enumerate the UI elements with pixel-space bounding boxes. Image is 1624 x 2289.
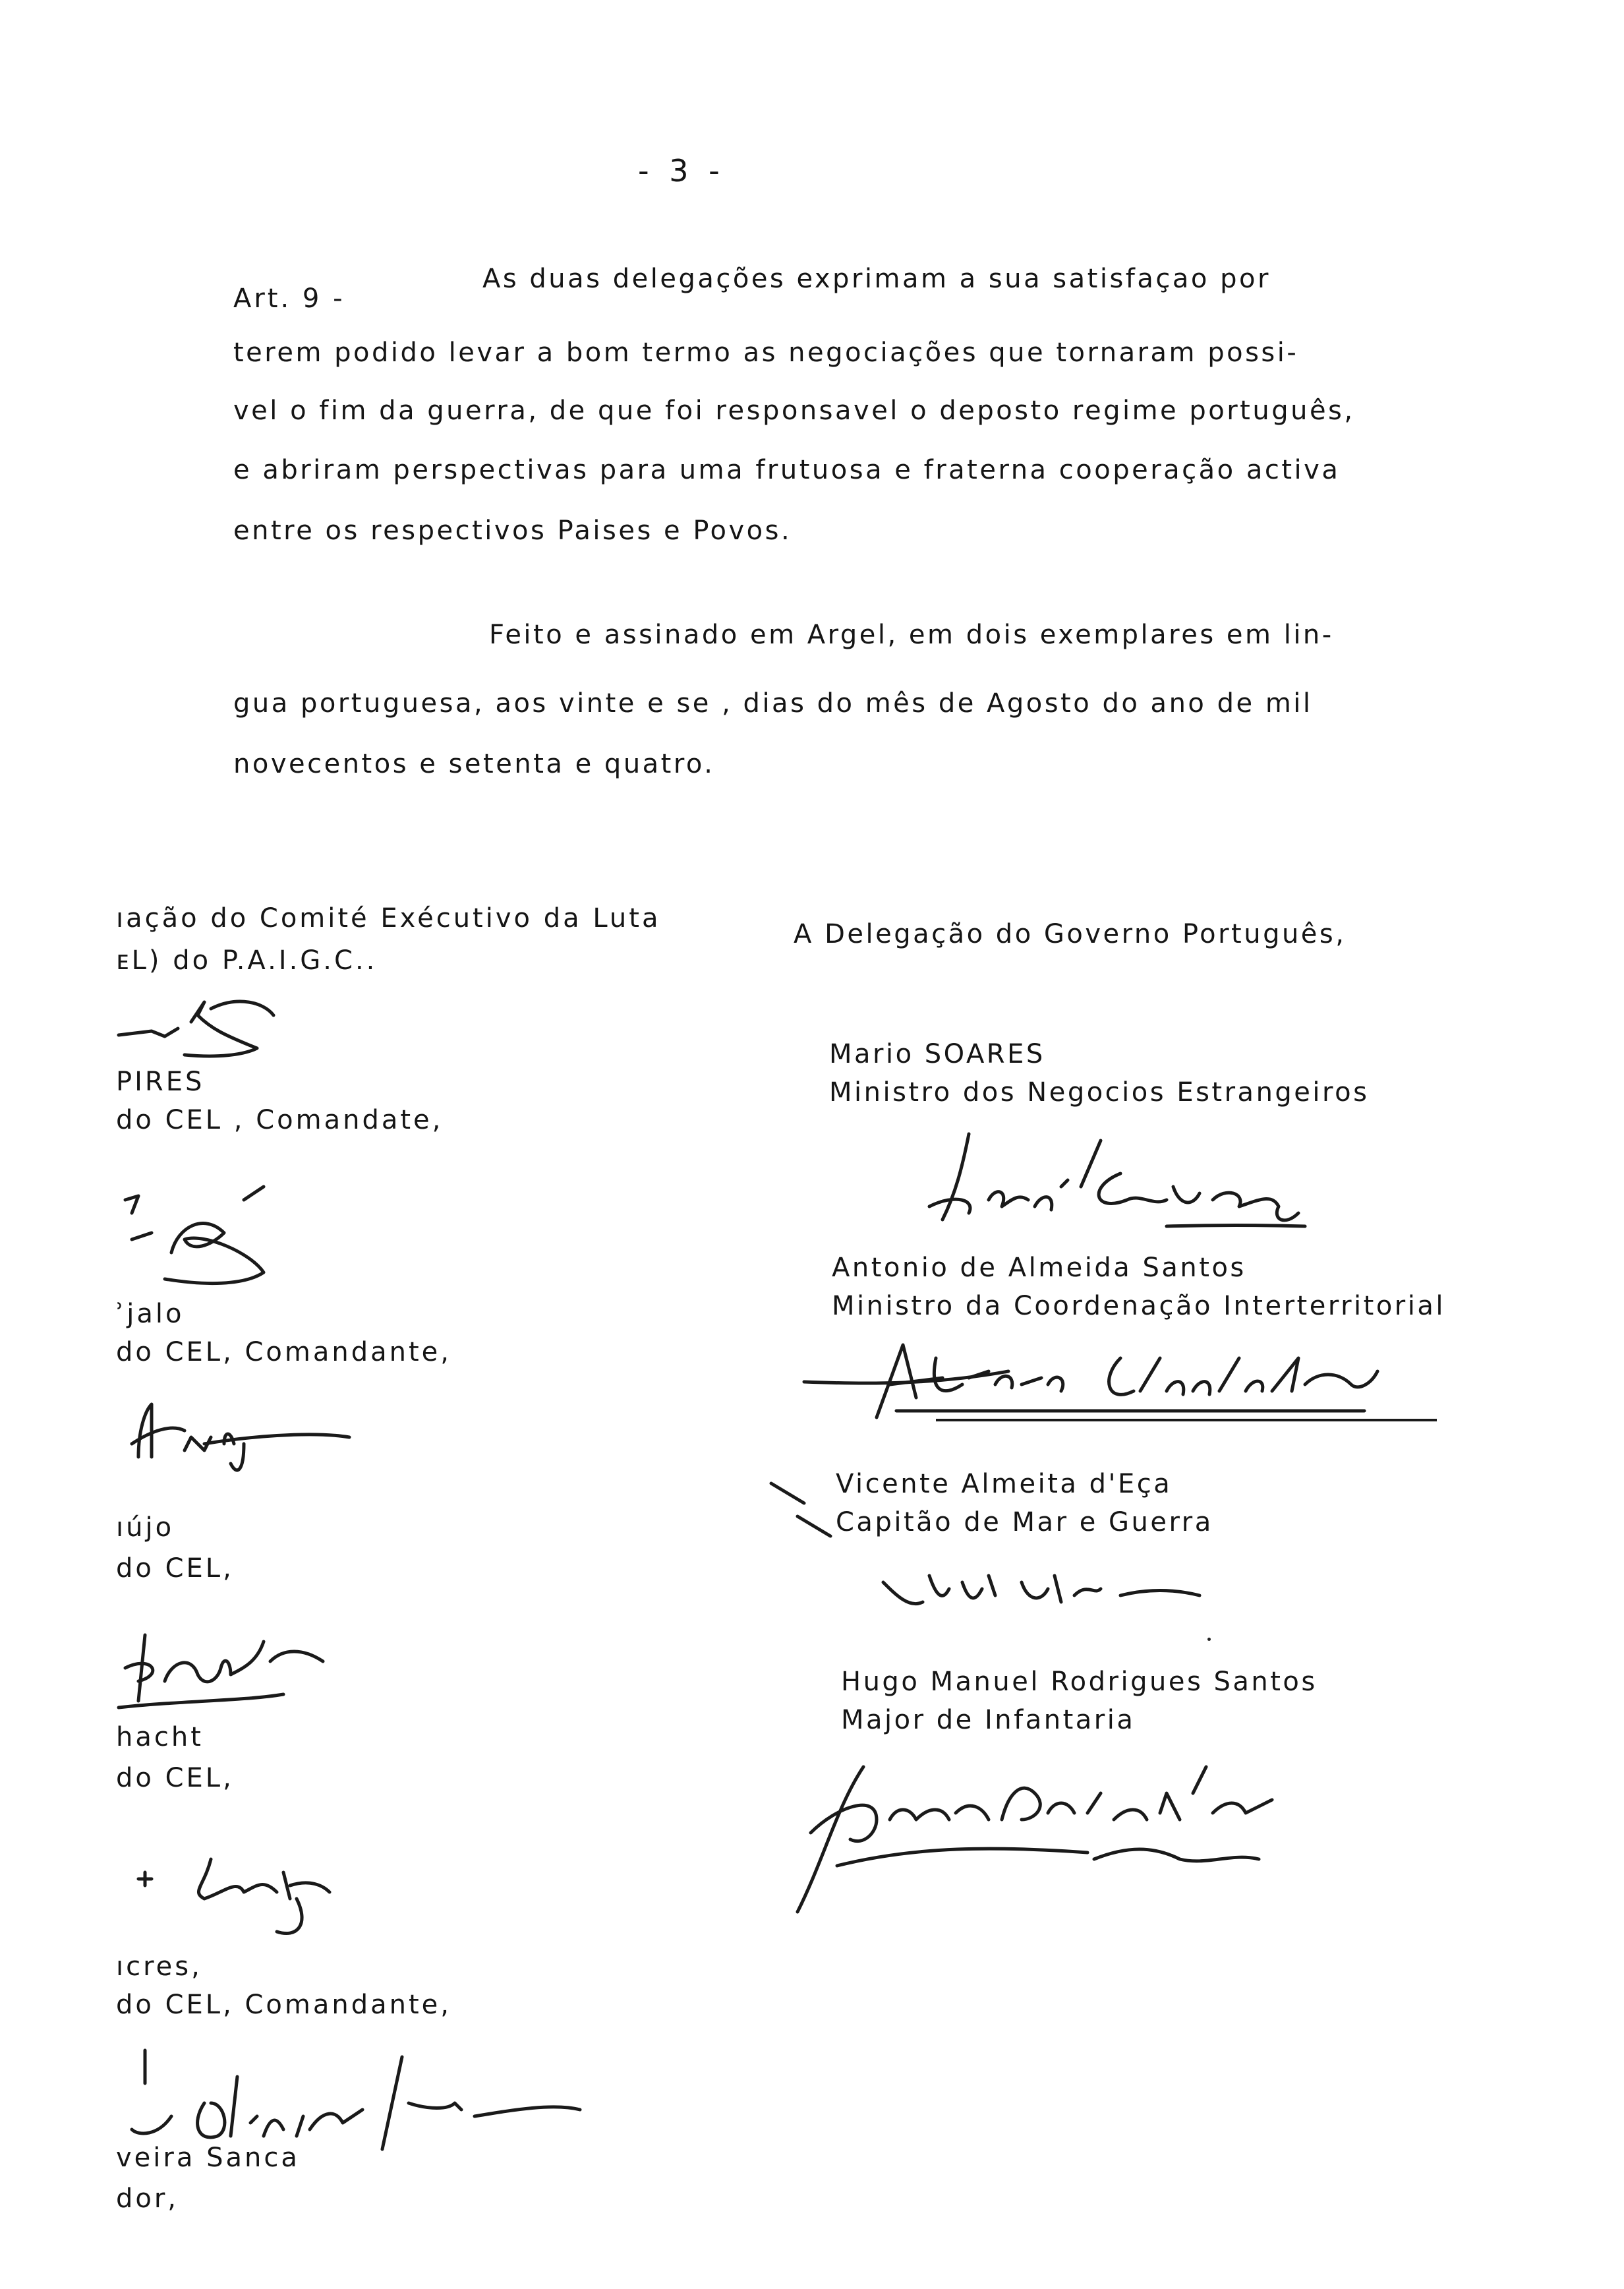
signatory-name: veira Sanca xyxy=(116,2143,300,2173)
signature xyxy=(870,1556,1239,1635)
signature xyxy=(112,1187,283,1305)
signatory-name: ʾjalo xyxy=(116,1299,185,1329)
signature-underline xyxy=(936,1419,1437,1421)
left-delegation-heading: ᴇL) do P.A.I.G.C.. xyxy=(116,945,378,976)
ink-speck xyxy=(1207,1638,1211,1641)
signature xyxy=(112,1391,362,1477)
signatory-role: do CEL, xyxy=(116,1763,234,1793)
article-text-line: As duas delegações exprimam a sua satisfaçao por xyxy=(482,264,1271,294)
closing-text-line: Feito e assinado em Argel, em dois exemplares em lin- xyxy=(489,620,1334,650)
right-delegation-heading: A Delegação do Governo Português, xyxy=(794,919,1347,949)
closing-text-line: novecentos e setenta e quatro. xyxy=(233,749,715,779)
signature xyxy=(791,1319,1424,1444)
closing-text-line: gua portuguesa, aos vinte e se , dias do mês de Agosto do ano de mil xyxy=(233,688,1313,719)
signatory-name: ıcres, xyxy=(116,1951,202,1982)
signatory-role: Capitão de Mar e Guerra xyxy=(836,1507,1213,1537)
signatory-role: do CEL, xyxy=(116,1553,234,1584)
signatory-name: Hugo Manuel Rodrigues Santos xyxy=(841,1667,1318,1697)
signatory-role: do CEL, Comandante, xyxy=(116,1990,451,2020)
left-delegation-heading: ıação do Comité Exécutivo da Luta xyxy=(116,903,661,934)
page-number: - 3 - xyxy=(638,153,725,189)
signatory-role: do CEL , Comandate, xyxy=(116,1105,444,1135)
signatory-name: Mario SOARES xyxy=(829,1039,1045,1069)
article-text-line: e abriram perspectivas para uma frutuosa e fraterna cooperação activa xyxy=(233,455,1341,485)
signatory-role: Ministro dos Negocios Estrangeiros xyxy=(829,1077,1370,1108)
signatory-role: Major de Infantaria xyxy=(841,1705,1136,1735)
signature xyxy=(784,1754,1364,1925)
signatory-name: ıújo xyxy=(116,1512,175,1543)
signatory-name: PIRES xyxy=(116,1067,205,1097)
signature xyxy=(112,989,283,1075)
signatory-name: Antonio de Almeida Santos xyxy=(832,1253,1246,1283)
signature xyxy=(132,1833,356,1938)
signatory-name: Vicente Almeita d'Eça xyxy=(836,1469,1173,1499)
signatory-role: Ministro da Coordenação Interterritorial xyxy=(832,1291,1445,1321)
article-label: Art. 9 - xyxy=(233,283,345,314)
signature xyxy=(903,1127,1351,1239)
signatory-name: hacht xyxy=(116,1722,204,1752)
article-text-line: entre os respectivos Paises e Povos. xyxy=(233,516,792,546)
signatory-role: dor, xyxy=(116,2184,179,2214)
signature-mark xyxy=(765,1477,844,1549)
article-text-line: vel o fim da guerra, de que foi responsavel o deposto regime português, xyxy=(233,396,1355,426)
signature xyxy=(112,1622,362,1714)
article-text-line: terem podido levar a bom termo as negociações que tornaram possi- xyxy=(233,338,1299,368)
signatory-role: do CEL, Comandante, xyxy=(116,1337,451,1367)
